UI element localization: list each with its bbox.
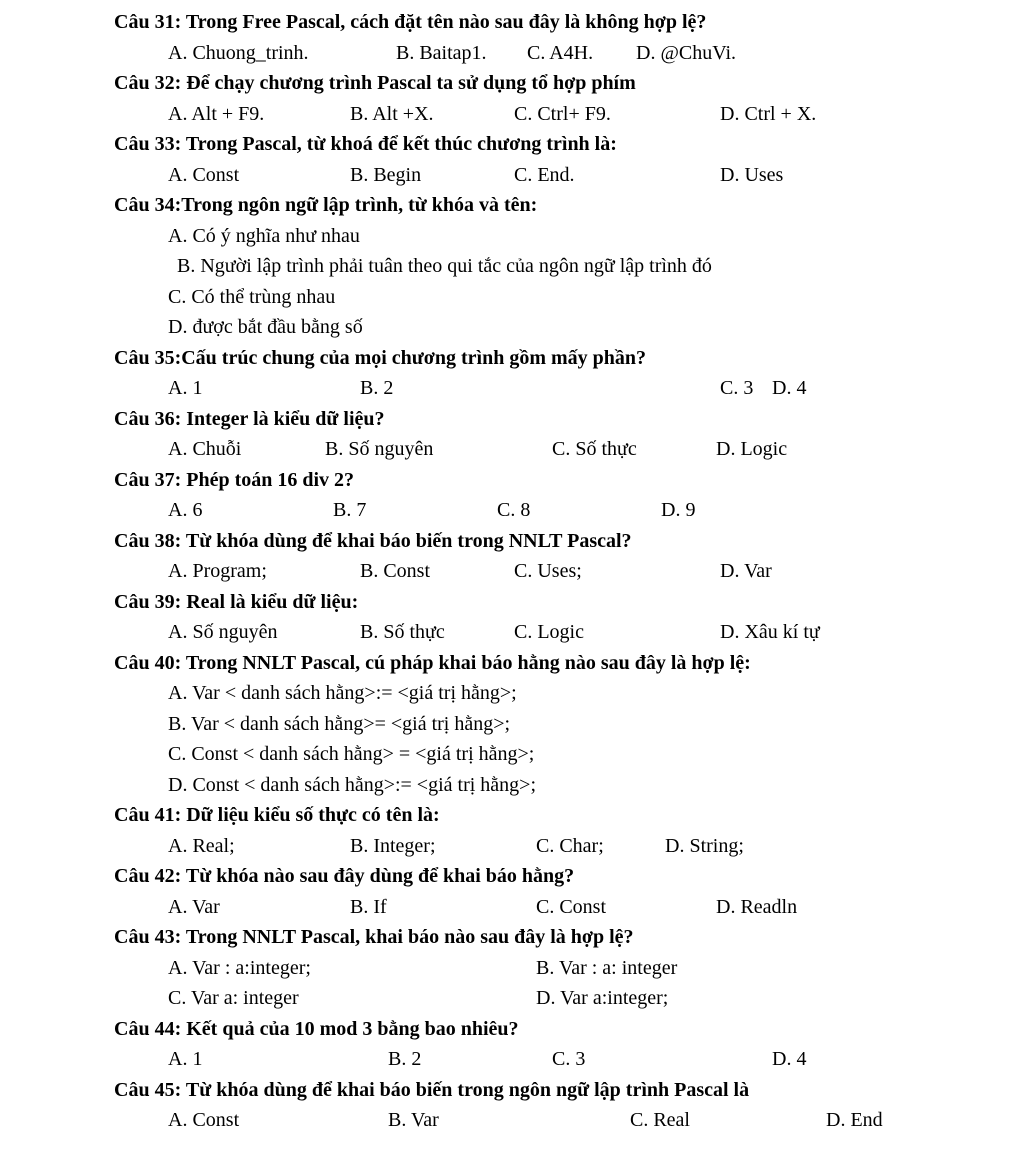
question-stem [0, 1075, 1024, 1106]
answer-row [0, 983, 1024, 1014]
question-stem [0, 648, 1024, 679]
answer-row [0, 251, 1024, 282]
answer-option: D. String; [665, 834, 744, 857]
question-text: Câu 34:Trong ngôn ngữ lập trình, từ khóa và tên: [114, 194, 538, 216]
answer-option: B. 2 [388, 1048, 422, 1070]
answer-option: A. 1 [168, 377, 203, 399]
answer-option: A. 1 [168, 1048, 203, 1070]
answer-row [0, 770, 1024, 801]
answer-row [0, 831, 1024, 862]
question-text: Câu 31: Trong Free Pascal, cách đặt tên nào sau đây là không hợp lệ? [114, 11, 707, 33]
question-stem [0, 404, 1024, 435]
answer-option: C. 3 [720, 377, 754, 399]
answer-option: B. Begin [350, 163, 422, 186]
question-text: Câu 35:Cấu trúc chung của mọi chương trình gồm mấy phần? [114, 346, 647, 369]
answer-option: B. Var [388, 1109, 439, 1131]
answer-row [0, 739, 1024, 770]
answer-row [0, 1105, 1024, 1136]
answer-row [0, 953, 1024, 984]
answer-option: B. Baitap1. [396, 41, 487, 64]
question-stem [0, 587, 1024, 618]
question-stem [0, 861, 1024, 892]
answer-row [0, 556, 1024, 587]
answer-row [0, 99, 1024, 130]
answer-row [0, 373, 1024, 404]
answer-option: A. Var < danh sách hằng>:= <giá trị hằng>; [168, 682, 517, 704]
answer-option: B. If [350, 895, 387, 918]
answer-option: B. Var < danh sách hằng>= <giá trị hằng>; [168, 712, 511, 735]
answer-option: A. Chuong_trinh. [168, 41, 309, 64]
answer-option: C. Ctrl+ F9. [514, 102, 611, 125]
question-stem [0, 1014, 1024, 1045]
answer-option: D. Xâu kí tự [720, 621, 820, 643]
answer-row [0, 282, 1024, 313]
answer-option: D. Logic [716, 438, 788, 460]
answer-option: D. 4 [772, 1048, 807, 1070]
answer-option: C. Real [630, 1109, 690, 1131]
question-text: Câu 43: Trong NNLT Pascal, khai báo nào sau đây là hợp lệ? [114, 926, 634, 948]
question-stem [0, 465, 1024, 496]
answer-option: A. Số nguyên [168, 621, 278, 643]
question-text: Câu 39: Real là kiểu dữ liệu: [114, 590, 359, 613]
answer-row [0, 221, 1024, 252]
question-stem [0, 800, 1024, 831]
question-text: Câu 36: Integer là kiểu dữ liệu? [114, 407, 385, 430]
answer-row [0, 495, 1024, 526]
question-text: Câu 44: Kết quả của 10 mod 3 bằng bao nhiêu? [114, 1017, 519, 1040]
answer-option: D. End [826, 1109, 883, 1131]
answer-option: B. Const [360, 560, 431, 582]
answer-row [0, 709, 1024, 740]
question-text: Câu 33: Trong Pascal, từ khoá để kết thúc chương trình là: [114, 133, 617, 155]
answer-row [0, 1044, 1024, 1075]
answer-option: C. End. [514, 163, 575, 186]
question-text: Câu 37: Phép toán 16 div 2? [114, 468, 355, 491]
answer-option: A. Có ý nghĩa như nhau [168, 224, 360, 247]
exam-document [0, 7, 1024, 1136]
answer-option: C. Logic [514, 621, 584, 643]
answer-option: A. Program; [168, 560, 267, 582]
answer-option: D. Ctrl + X. [720, 102, 817, 125]
answer-option: C. 8 [497, 499, 531, 521]
answer-option: B. 2 [360, 377, 394, 399]
question-stem [0, 526, 1024, 557]
answer-row [0, 38, 1024, 69]
question-stem [0, 190, 1024, 221]
answer-option: A. Var : a:integer; [168, 956, 311, 979]
answer-option: D. 4 [772, 377, 807, 399]
question-text: Câu 41: Dữ liệu kiểu số thực có tên là: [114, 804, 440, 826]
answer-option: B. Integer; [350, 834, 436, 857]
answer-option: B. Người lập trình phải tuân theo qui tắc của ngôn ngữ lập trình đó [177, 255, 712, 277]
question-stem [0, 922, 1024, 953]
answer-option: D. Var a:integer; [536, 987, 669, 1009]
answer-row [0, 678, 1024, 709]
answer-option: D. 9 [661, 499, 696, 521]
answer-option: D. Const < danh sách hằng>:= <giá trị hằng>; [168, 773, 537, 796]
question-stem [0, 68, 1024, 99]
question-stem [0, 129, 1024, 160]
answer-option: C. Số thực [552, 438, 637, 460]
answer-option: B. Var : a: integer [536, 956, 678, 979]
answer-option: C. Có thể trùng nhau [168, 285, 336, 308]
question-stem [0, 343, 1024, 374]
answer-option: A. Chuỗi [168, 438, 242, 460]
answer-option: B. 7 [333, 499, 367, 521]
question-text: Câu 38: Từ khóa dùng để khai báo biến trong NNLT Pascal? [114, 529, 632, 552]
answer-option: D. Var [720, 560, 772, 582]
answer-option: B. Số nguyên [325, 438, 434, 460]
answer-option: C. Const < danh sách hằng> = <giá trị hằng>; [168, 743, 535, 765]
answer-option: D. @ChuVi. [636, 41, 736, 64]
answer-row [0, 312, 1024, 343]
answer-row [0, 892, 1024, 923]
answer-option: C. A4H. [527, 41, 594, 64]
answer-option: B. Số thực [360, 621, 445, 643]
answer-option: B. Alt +X. [350, 102, 434, 125]
answer-option: A. Const [168, 1109, 240, 1131]
question-text: Câu 42: Từ khóa nào sau đây dùng để khai báo hằng? [114, 865, 575, 887]
answer-row [0, 434, 1024, 465]
answer-option: A. Var [168, 895, 220, 918]
question-stem [0, 7, 1024, 38]
answer-option: A. Alt + F9. [168, 102, 265, 125]
answer-option: C. Var a: integer [168, 987, 299, 1009]
answer-option: A. Const [168, 163, 240, 186]
answer-option: C. Const [536, 895, 607, 918]
answer-option: A. 6 [168, 499, 203, 521]
answer-option: C. Char; [536, 834, 604, 857]
answer-row [0, 160, 1024, 191]
answer-option: D. được bắt đầu bằng số [168, 316, 363, 338]
question-text: Câu 40: Trong NNLT Pascal, cú pháp khai báo hằng nào sau đây là hợp lệ: [114, 651, 751, 674]
answer-option: D. Readln [716, 895, 798, 918]
answer-option: C. Uses; [514, 560, 582, 582]
answer-option: D. Uses [720, 163, 784, 186]
answer-option: A. Real; [168, 834, 235, 857]
answer-option: C. 3 [552, 1048, 586, 1070]
question-text: Câu 32: Để chạy chương trình Pascal ta sử dụng tổ hợp phím [114, 72, 636, 94]
answer-row [0, 617, 1024, 648]
question-text: Câu 45: Từ khóa dùng để khai báo biến trong ngôn ngữ lập trình Pascal là [114, 1078, 750, 1101]
